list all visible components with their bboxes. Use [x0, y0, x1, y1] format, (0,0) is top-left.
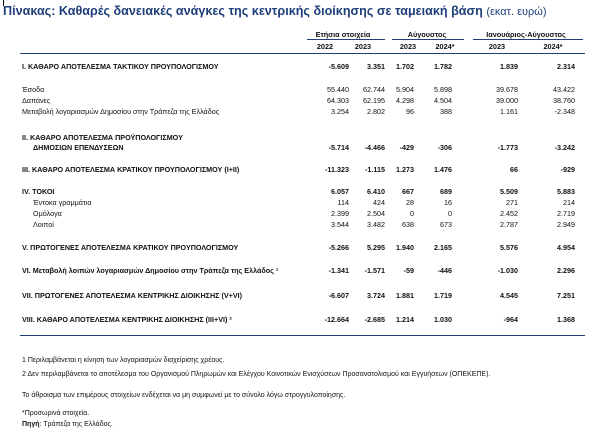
- row-label: III. ΚΑΘΑΡΟ ΑΠΟΤΕΛΕΣΜΑ ΚΡΑΤΙΚΟΥ ΠΡΟΥΠΟΛΟΓΙΣΜΟΥ (I+II): [22, 165, 240, 174]
- value-cell: 667: [402, 187, 414, 196]
- value-cell: 3.351: [367, 62, 385, 71]
- value-cell: 1.702: [396, 62, 414, 71]
- rule-august: [392, 39, 464, 40]
- footnote-1: 1 Περιλαμβάνεται η κίνηση των λογαριασμών διαχείρισης χρέους.: [22, 357, 225, 364]
- year-col-1: 2022: [316, 42, 334, 51]
- table-row: [0, 62, 600, 72]
- value-cell: 5.904: [396, 85, 414, 94]
- year-col-6: 2024*: [543, 42, 563, 51]
- value-cell: 1.476: [434, 165, 452, 174]
- value-cell: 3.544: [331, 220, 349, 229]
- value-cell: 96: [406, 107, 414, 116]
- value-cell: 1.719: [434, 291, 452, 300]
- table-row: [0, 133, 600, 143]
- value-cell: 2.165: [434, 243, 452, 252]
- source-text: : Τράπεζα της Ελλάδος.: [39, 421, 113, 428]
- value-cell: 4.954: [557, 243, 575, 252]
- row-label: VI. Μεταβολή λοιπών λογαριασμών Δημοσίου στην Τράπεζα της Ελλάδος ¹: [22, 266, 279, 275]
- row-label: ΔΗΜΟΣΙΩΝ ΕΠΕΝΔΥΣΕΩΝ: [33, 143, 124, 152]
- value-cell: 5.295: [367, 243, 385, 252]
- value-cell: 5.883: [557, 187, 575, 196]
- row-label: Δαπάνες: [22, 96, 51, 105]
- table-row: [0, 187, 600, 197]
- value-cell: 673: [440, 220, 452, 229]
- row-label: IV. ΤΟΚΟΙ: [22, 187, 55, 196]
- value-cell: 214: [563, 198, 575, 207]
- table-row: [0, 107, 600, 117]
- rounding-note: Το άθροισμα των επιμέρους στοιχείων ενδέχεται να μη συμφωνεί με το σύνολο λόγω στρογγυλοποίησης.: [22, 392, 346, 399]
- value-cell: 1.214: [396, 315, 414, 324]
- value-cell: 1.273: [396, 165, 414, 174]
- row-label: II. ΚΑΘΑΡΟ ΑΠΟΤΕΛΕΣΜΑ ΠΡΟΫΠΟΛΟΓΙΣΜΟΥ: [22, 133, 183, 142]
- value-cell: 4.545: [500, 291, 518, 300]
- year-col-3: 2023: [399, 42, 417, 51]
- value-cell: 1.839: [500, 62, 518, 71]
- value-cell: -1.341: [328, 266, 349, 275]
- value-cell: 114: [337, 198, 349, 207]
- header-bottom-rule: [20, 53, 585, 54]
- value-cell: -5.266: [328, 243, 349, 252]
- value-cell: 1.030: [434, 315, 452, 324]
- value-cell: 62.195: [363, 96, 385, 105]
- value-cell: 6.057: [331, 187, 349, 196]
- value-cell: 4.298: [396, 96, 414, 105]
- value-cell: 3.724: [367, 291, 385, 300]
- footnote-2: 2 Δεν περιλαμβάνεται το αποτέλεσμα του Οργανισμού Πληρωμών και Ελέγχου Κοινοτικών Ενισχύσεων Προσανατολισμού και Εγγυήσεων (ΟΠΕΚΕΠΕ).: [22, 371, 491, 378]
- value-cell: 1.881: [396, 291, 414, 300]
- value-cell: -12.664: [324, 315, 349, 324]
- value-cell: 689: [440, 187, 452, 196]
- value-cell: -2.348: [554, 107, 575, 116]
- value-cell: 2.504: [367, 209, 385, 218]
- value-cell: 4.504: [434, 96, 452, 105]
- header-annual: Ετήσια στοιχεία: [315, 30, 371, 39]
- value-cell: -11.323: [325, 165, 349, 174]
- source-label: Πηγή: [22, 421, 40, 428]
- value-cell: 28: [406, 198, 414, 207]
- value-cell: 38.760: [553, 96, 575, 105]
- value-cell: 2.314: [557, 62, 575, 71]
- table-row: [0, 243, 600, 253]
- value-cell: 1.940: [396, 243, 414, 252]
- value-cell: 424: [373, 198, 385, 207]
- value-cell: 2.399: [331, 209, 349, 218]
- value-cell: -4.466: [364, 143, 385, 152]
- value-cell: -1.571: [364, 266, 385, 275]
- value-cell: 1.782: [434, 62, 452, 71]
- value-cell: 7.251: [557, 291, 575, 300]
- value-cell: -929: [560, 165, 575, 174]
- value-cell: -3.242: [554, 143, 575, 152]
- table-row: [0, 198, 600, 208]
- value-cell: 388: [440, 107, 452, 116]
- table-row: [0, 85, 600, 95]
- value-cell: -5.609: [328, 62, 349, 71]
- value-cell: 55.440: [327, 85, 349, 94]
- value-cell: 5.576: [500, 243, 518, 252]
- title-unit: (εκατ. ευρώ): [486, 6, 547, 18]
- value-cell: -964: [503, 315, 518, 324]
- row-label: V. ΠΡΩΤΟΓΕΝΕΣ ΑΠΟΤΕΛΕΣΜΑ ΚΡΑΤΙΚΟΥ ΠΡΟΥΠΟΛΟΓΙΣΜΟΥ: [22, 243, 239, 252]
- value-cell: 271: [506, 198, 518, 207]
- value-cell: -1.030: [497, 266, 518, 275]
- value-cell: -1.115: [365, 165, 385, 174]
- value-cell: 638: [402, 220, 414, 229]
- year-col-4: 2024*: [435, 42, 455, 51]
- table-title: [3, 4, 547, 18]
- value-cell: -2.685: [364, 315, 385, 324]
- year-col-5: 2023: [488, 42, 506, 51]
- value-cell: 39.678: [496, 85, 518, 94]
- value-cell: -446: [437, 266, 452, 275]
- value-cell: 64.303: [327, 96, 349, 105]
- table-bottom-rule: [20, 335, 585, 336]
- row-label: Έντοκα γραμμάτια: [33, 198, 92, 207]
- year-col-2: 2023: [354, 42, 372, 51]
- header-august: Αύγουστος: [407, 30, 447, 39]
- row-label: VIII. ΚΑΘΑΡΟ ΑΠΟΤΕΛΕΣΜΑ ΚΕΝΤΡΙΚΗΣ ΔΙΟΙΚΗΣΗΣ (III+VI) ²: [22, 315, 232, 324]
- value-cell: 16: [444, 198, 452, 207]
- value-cell: -306: [437, 143, 452, 152]
- rule-annual: [307, 39, 385, 40]
- value-cell: 39.000: [496, 96, 518, 105]
- table-row: [0, 209, 600, 219]
- value-cell: -59: [403, 266, 414, 275]
- row-label: Λοιποί: [33, 220, 54, 229]
- value-cell: 0: [410, 209, 414, 218]
- value-cell: 2.949: [557, 220, 575, 229]
- table-row: [0, 165, 600, 175]
- row-label: Ομόλογα: [33, 209, 62, 218]
- value-cell: 66: [510, 165, 518, 174]
- value-cell: -6.607: [328, 291, 349, 300]
- title-main: Πίνακας: Καθαρές δανειακές ανάγκες της κεντρικής διοίκησης σε ταμειακή βάση: [3, 4, 483, 18]
- row-label: I. ΚΑΘΑΡΟ ΑΠΟΤΕΛΕΣΜΑ ΤΑΚΤΙΚΟΥ ΠΡΟΥΠΟΛΟΓΙΣΜΟΥ: [22, 62, 219, 71]
- value-cell: 43.422: [553, 85, 575, 94]
- provisional-note: *Προσωρινά στοιχεία.: [22, 410, 90, 417]
- value-cell: 0: [448, 209, 452, 218]
- value-cell: 5.898: [434, 85, 452, 94]
- value-cell: 2.719: [557, 209, 575, 218]
- value-cell: -1.773: [497, 143, 518, 152]
- value-cell: 5.509: [500, 187, 518, 196]
- table-row: [0, 96, 600, 106]
- row-label: Έσοδα: [22, 85, 45, 94]
- value-cell: 3.254: [331, 107, 349, 116]
- table-row: [0, 143, 600, 153]
- table-row: [0, 266, 600, 276]
- value-cell: -5.714: [328, 143, 349, 152]
- table-row: [0, 315, 600, 325]
- rule-jan-aug: [473, 39, 583, 40]
- value-cell: 2.452: [500, 209, 518, 218]
- value-cell: 1.161: [500, 107, 518, 116]
- value-cell: -429: [399, 143, 414, 152]
- value-cell: 1.368: [557, 315, 575, 324]
- value-cell: 2.787: [500, 220, 518, 229]
- value-cell: 2.296: [557, 266, 575, 275]
- row-label: Μεταβολή λογαριασμών Δημοσίου στην Τράπεζα της Ελλάδος: [22, 107, 220, 116]
- value-cell: 62.744: [363, 85, 385, 94]
- source-note: [22, 421, 113, 428]
- value-cell: 6.410: [367, 187, 385, 196]
- row-label: VII. ΠΡΩΤΟΓΕΝΕΣ ΑΠΟΤΕΛΕΣΜΑ ΚΕΝΤΡΙΚΗΣ ΔΙΟΙΚΗΣΗΣ (V+VI): [22, 291, 243, 300]
- table-row: [0, 220, 600, 230]
- value-cell: 2.802: [367, 107, 385, 116]
- table-row: [0, 291, 600, 301]
- header-jan-aug: Ιανουάριος-Αύγουστος: [486, 30, 566, 39]
- value-cell: 3.482: [367, 220, 385, 229]
